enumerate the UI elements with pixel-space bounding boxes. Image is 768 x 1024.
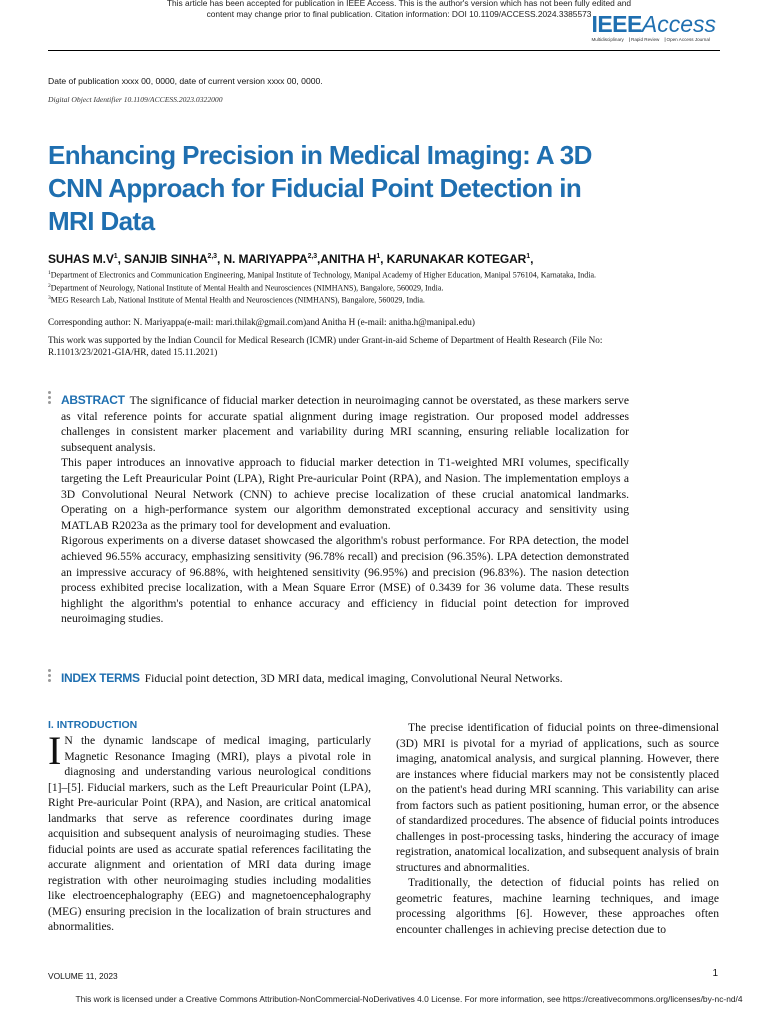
intro-paragraph-2: The precise identification of fiducial points on three-dimensional (3D) MRI is pivotal for a myriad of applications, such as source imaging, anatomical analysis, and surgical planning. However, there are instances where fiducial markers may not be consistently placed on the patient's head during MRI scanning. This variability can arise from factors such as patient positioning, human error, or the absence of standardized procedures. The absence of fiducial points introduces challenges in post-processing tasks, hindering the accuracy of image registration, anatomical localization, and subsequent analysis of brain structures and abnormalities.	[396, 721, 719, 874]
author-separator: ,	[530, 252, 534, 266]
license-notice	[0, 994, 768, 1004]
abstract-label: ABSTRACT	[61, 393, 125, 407]
author-name: SANJIB SINHA	[124, 252, 208, 266]
page-number: 1	[712, 968, 718, 979]
author-name: KARUNAKAR KOTEGAR	[386, 252, 527, 266]
affiliation-text: Department of Electronics and Communication Engineering, Manipal Institute of Technology, Manipal Academy of Higher Education, Manipal 576104, Karnataka, India.	[50, 270, 597, 280]
section-heading-introduction: I. INTRODUCTION	[48, 719, 138, 731]
drop-cap: I	[48, 728, 62, 773]
doi-line: Digital Object Identifier 10.1109/ACCESS.2023.0322000	[48, 95, 223, 104]
affiliation-text: MEG Research Lab, National Institute of Mental Health and Neurosciences (NIMHANS), Bangalore, 560029, India.	[50, 295, 425, 305]
affiliation-number: 3	[48, 295, 51, 302]
paper-title: Enhancing Precision in Medical Imaging: A 3D CNN Approach for Fiducial Point Detection in MRI Data	[48, 140, 592, 236]
index-terms-dots-icon	[48, 669, 51, 684]
header-rule	[48, 50, 720, 51]
publication-date: Date of publication xxxx 00, 0000, date of current version xxxx 00, 0000.	[48, 76, 323, 86]
notice-line-1: This article has been accepted for publication in IEEE Access. This is the author's version which has not been fully edited and	[166, 0, 632, 8]
corresponding-author: Corresponding author: N. Mariyappa(e-mail: mari.thilak@gmail.com)and Anitha H (e-mail: anitha.h@manipal.edu)	[48, 317, 475, 327]
intro-paragraph-1: N the dynamic landscape of medical imaging, particularly Magnetic Resonance Imaging (MRI), plays a pivotal role in diagnosing and understanding various neurological conditions [1]–[5]. Fiducial markers, such as the Left Preauricular Point (LPA), Right Pre-auricular Point (RPA), and Nasion, are critical anatomical landmarks that serve as reference coordinates during image acquisition and subsequent analysis of neuroimaging studies. These fiducial points are used as accurate spatial references facilitating the accurate alignment and orientation of MRI data during image registration with other neuroimaging studies including modalities like electroencephalography (EEG) and magnetoencephalography (MEG) ensuring precision in the localization of brain structures and abnormalities.	[48, 734, 371, 933]
affiliation-number: 1	[48, 270, 51, 276]
affiliation-text: Department of Neurology, National Institute of Mental Health and Neurosciences (NIMHANS), Bangalore, 560029, India.	[50, 283, 444, 293]
author-name: N. MARIYAPPA	[223, 252, 308, 266]
author-affiliation-mark: 1	[526, 253, 531, 260]
intro-left-column	[48, 718, 371, 935]
author-list	[48, 252, 533, 266]
logo-ieee-text: IEEE	[591, 11, 642, 37]
volume-label: VOLUME 11, 2023	[48, 971, 118, 981]
ieee-access-logo	[591, 12, 716, 42]
index-terms	[61, 671, 636, 686]
author-name: ANITHA H	[320, 252, 377, 266]
notice-line-2: content may change prior to final publication. Citation information: DOI 10.1109/ACCESS.2024.3385573	[206, 9, 592, 19]
abstract-dots-icon	[48, 391, 51, 406]
affiliations	[48, 268, 608, 306]
affiliation-item	[48, 281, 608, 294]
abstract-paragraph-1: The significance of fiducial marker detection in neuroimaging cannot be overstated, as these markers serve as vital reference points for accurate spatial alignment during image registration. Our proposed model addresses challenges in consistent marker placement and variability during MRI scanning, ensuring reliable localization for subsequent analysis.	[61, 394, 629, 454]
author-affiliation-mark: 1	[113, 253, 118, 260]
author-separator: ,	[117, 252, 125, 266]
author-affiliation-mark: 2,3	[307, 253, 318, 260]
intro-paragraph-3: Traditionally, the detection of fiducial points has relied on geometric features, machine learning techniques, and image processing algorithms [6]. However, these approaches often encounter challenges in achieving precise detection due to	[396, 876, 719, 936]
abstract-paragraph-2: This paper introduces an innovative approach to fiducial marker detection in T1-weighted MRI volumes, specifically targeting the Left Preauricular Point (LPA), Right Pre-auricular Point (RPA), and Nasion. The implementation employs a 3D Convolutional Neural Network (CNN) to achieve precise localization of these crucial anatomical landmarks. Operating on a high-performance system our algorithm demonstrated exceptional accuracy and sensitivity using MATLAB R2023a as the primary tool for development and evaluation.	[61, 456, 629, 532]
license-text: This work is licensed under a Creative Commons Attribution-NonCommercial-NoDerivatives 4.0 License. For more information, see https://creativecommons.org/licenses/by-nc-nd/4	[75, 994, 743, 1004]
logo-access-text: Access	[641, 11, 716, 37]
author-separator: ,	[317, 252, 321, 266]
affiliation-number: 2	[48, 282, 51, 289]
intro-right-column	[396, 720, 719, 937]
funding-statement: This work was supported by the Indian Council for Medical Research (ICMR) under Grant-in-aid Scheme of Department of Health Research (File No: R.11013/23/2021-GIA/HR, dated 15.11.2021)	[48, 335, 603, 357]
index-terms-text: Fiducial point detection, 3D MRI data, medical imaging, Convolutional Neural Networks.	[144, 672, 563, 685]
abstract	[61, 393, 629, 627]
index-terms-label: INDEX TERMS	[61, 671, 140, 685]
logo-tagline: Multidisciplinary ⎹ Rapid Review ⎹ Open Access Journal	[591, 37, 710, 42]
author-separator: ,	[380, 252, 387, 266]
author-separator: ,	[216, 252, 224, 266]
author-affiliation-mark: 2,3	[207, 253, 217, 260]
author-name: SUHAS M.V	[48, 252, 114, 266]
author-affiliation-mark: 1	[376, 253, 381, 260]
affiliation-item	[48, 268, 608, 281]
abstract-paragraph-3: Rigorous experiments on a diverse dataset showcased the algorithm's robust performance. For RPA detection, the model achieved 96.55% accuracy, emphasizing sensitivity (96.78% recall) and precision (96.35%). LPA detection demonstrated an impressive accuracy of 96.88%, with heightened sensitivity (96.95%) and precision (96.83%). The nasion detection process exhibited precise localization, with a Mean Square Error (MSE) of 0.3439 for 36 volume data. These results highlight the algorithm's potential to enhance accuracy and efficiency in fiducial point detection for improved neuroimaging studies.	[61, 534, 629, 626]
affiliation-item	[48, 293, 608, 306]
